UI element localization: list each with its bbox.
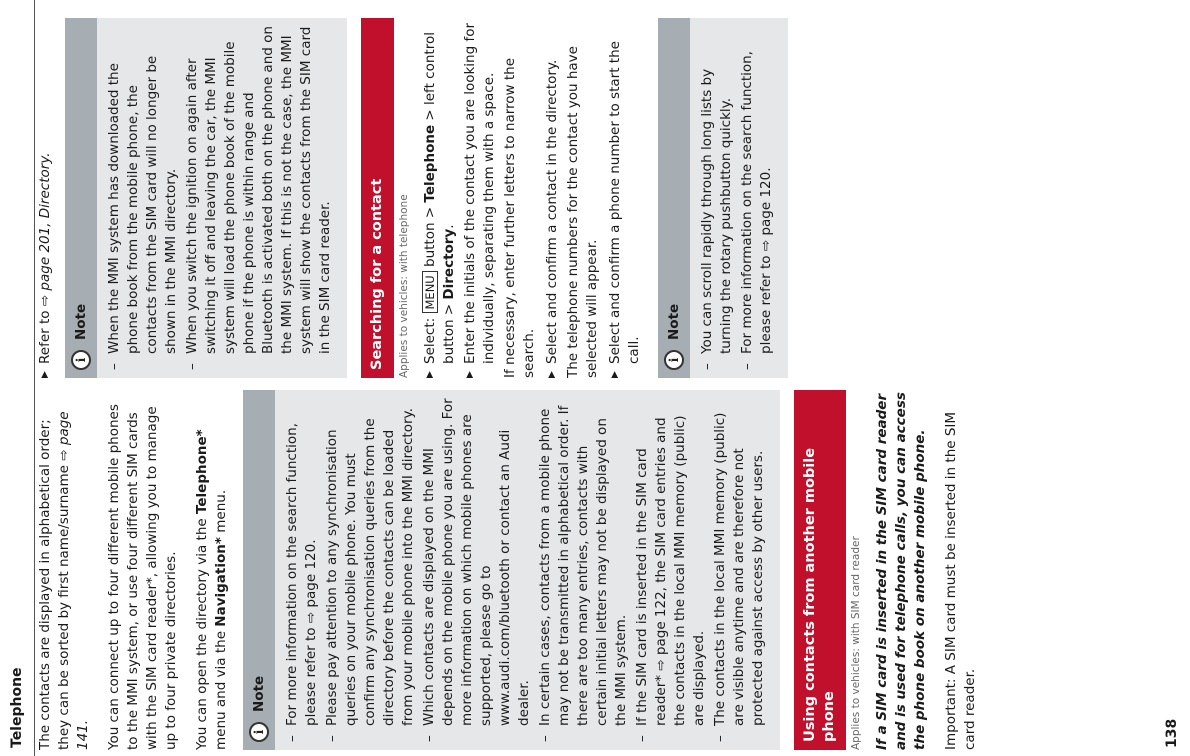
- step-detail: The telephone numbers for the contact you have selected will appear.: [565, 46, 600, 378]
- important-text: Important: A SIM card must be inserted in the SIM card reader.: [943, 411, 978, 750]
- note-item: – Which contacts are displayed on the MMI depends on the mobile phone you are using. For more information on which mobile phones are supported, please go to www.audi.com/bluetooth or contact an Audi dealer.: [420, 398, 534, 742]
- note-title: Note: [250, 675, 267, 712]
- note-box: [243, 390, 780, 750]
- page-number: 138: [1164, 718, 1180, 748]
- note-box: [658, 18, 788, 378]
- page-reference[interactable]: ⇨ page 141.: [56, 411, 91, 750]
- page-reference[interactable]: ⇨ page 201, Directory.: [37, 152, 53, 307]
- intro-emphasis: If a SIM card is inserted in the SIM card reader and is used for telephone calls, you can access the phone book on another mobile phone.: [874, 392, 928, 750]
- note-body: [275, 390, 780, 750]
- info-icon: i: [71, 350, 91, 370]
- note-item: – In certain cases, contacts from a mobile phone may not be transmitted in alphabetical order. If there are too many entries, contacts with certain initial letters may not be displayed on the MMI system.: [536, 398, 631, 742]
- note-box: [65, 18, 347, 378]
- intro-paragraph-2: You can connect up to four different mobile phones to the MMI system, or use four different SIM cards with the SIM card reader*, allowing you to manage up to four private directories.: [106, 404, 179, 750]
- intro-paragraph-1: The contacts are displayed in alphabetical order; they can be sorted by first name/surname ⇨ page 141.: [37, 411, 91, 750]
- note-header: [658, 18, 690, 378]
- note-item: – When you switch the ignition on again after switching it off and leaving the car, the MMI system will load the phone book of the mobile phone if the phone is within range and Bluetooth is activated both on the phone and on the MMI system. If this is not the case, the MMI system will show the contacts from the SIM card in the SIM card reader.: [183, 26, 335, 370]
- note-item: – Please pay attention to any synchronisation queries on your mobile phone. You must confirm any synchronisation queries from the directory before the contacts can be loaded from your mobile phone into the MMI directory.: [323, 398, 418, 742]
- right-column: [36, 18, 802, 378]
- applies-to-text: Applies to vehicles: with telephone: [398, 194, 410, 378]
- page-title: Telephone: [9, 667, 25, 748]
- page-header: [0, 0, 35, 756]
- note-body: [690, 18, 788, 378]
- applies-to-text: Applies to vehicles: with SIM card reader: [850, 536, 862, 750]
- step-item: ▶ Select: MENU button > Telephone > left control button > Directory.: [421, 18, 459, 378]
- note-header: [65, 18, 97, 378]
- info-icon: i: [664, 350, 684, 370]
- note-item: – When the MMI system has downloaded the phone book from the mobile phone, the contacts from the SIM card will no longer be shown in the MMI directory.: [105, 26, 181, 370]
- note-header: [243, 390, 275, 750]
- step-item: ▶ Select and confirm a phone number to start the call.: [606, 18, 644, 378]
- note-title: Note: [72, 303, 89, 340]
- note-item: – For more information on the search function, please refer to ⇨ page 120.: [283, 398, 321, 742]
- note-item: – You can scroll rapidly through long lists by turning the rotary pushbutton quickly.: [698, 26, 736, 370]
- section-heading: Using contacts from another mobile phone: [794, 390, 846, 750]
- note-body: [97, 18, 347, 378]
- info-icon: i: [249, 722, 269, 742]
- note-item: – For more information on the search function, please refer to ⇨ page 120.: [738, 26, 776, 370]
- left-column: [36, 390, 992, 750]
- step-item: ▶ Select and confirm a contact in the directory.: [543, 18, 562, 378]
- note-item: – If the SIM card is inserted in the SIM card reader* ⇨ page 122, the SIM card entries and the contacts in the local MMI memory (public) are displayed.: [633, 398, 709, 742]
- intro-paragraph-3: You can open the directory via the Telephone* menu and via the Navigation* menu.: [194, 429, 229, 750]
- note-item: – The contacts in the local MMI memory (public) are visible anytime and are therefore not protected against access by other users.: [711, 398, 768, 742]
- note-title: Note: [665, 303, 682, 340]
- step-item: ▶ Enter the initials of the contact you are looking for individually, separating them with a space.: [461, 18, 499, 378]
- step-item: ▶ Refer to ⇨ page 201, Directory.: [36, 18, 55, 378]
- step-detail: If necessary, enter further letters to narrow the search.: [502, 57, 537, 378]
- section-heading: Searching for a contact: [361, 18, 394, 378]
- menu-key: MENU: [422, 271, 438, 313]
